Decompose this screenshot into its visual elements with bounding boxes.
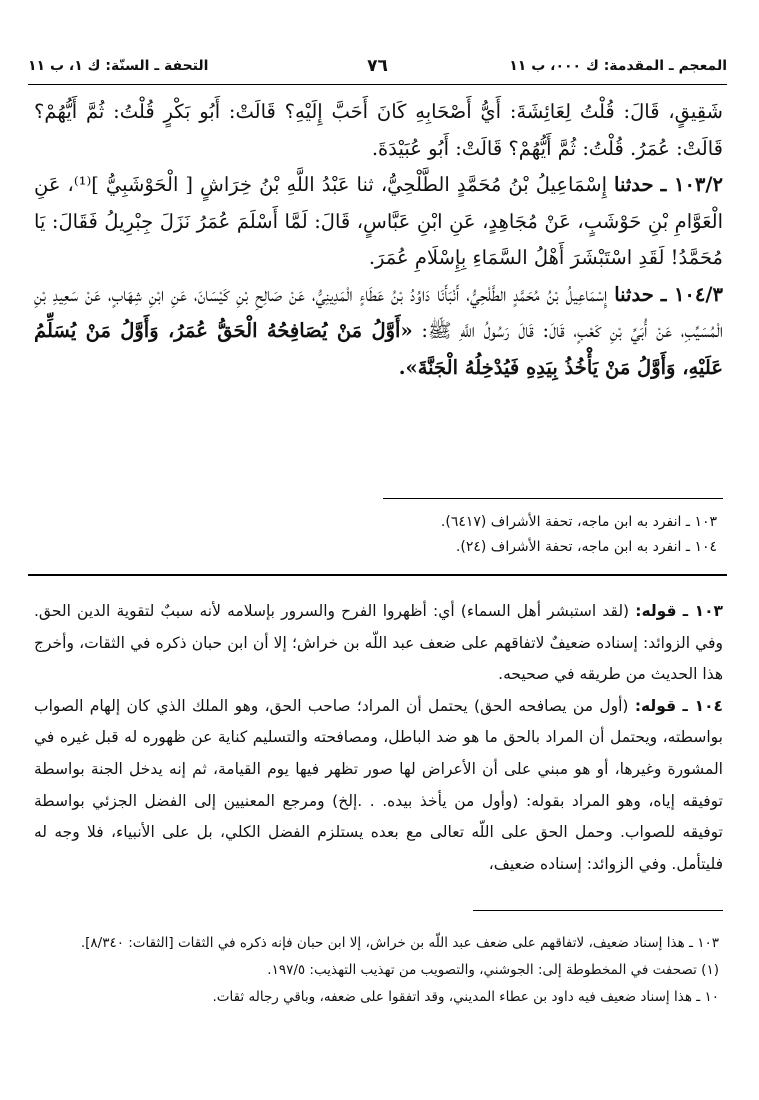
prophetic-saying: «أَوَّلُ مَنْ يُصَافِحُهُ الْحَقُّ عُمَرُ، وَأَوَّلُ مَنْ يُسَلِّمُ عَلَيْهِ، وَأَوَّلُ مَنْ يَأْخُذُ بِيَدِهِ فَيُدْخِلُهُ الْجَنَّةَ». xyxy=(34,319,723,379)
commentary-104 xyxy=(34,691,723,881)
commentary-103 xyxy=(34,596,723,691)
hadith-number: ١٠٤/٣ ـ xyxy=(660,282,723,306)
source-references xyxy=(40,510,717,560)
hadith-body: إِسْمَاعِيلُ بْنُ مُحَمَّدٍ الطَّلْحِيُّ، أَنْبَأَنَا دَاوُدُ بْنُ عَطَاءٍ الْمَدِينِيُّ، عَنْ صَالِحِ بْنِ كَيْسَانَ، عَنِ ابْنِ شِهَابٍ، عَنْ سَعِيدِ بْنِ الْمُسَيِّبِ، عَنْ أُبَيِّ بْنِ كَعْبٍ، قَالَ: قَالَ رَسُولُ اللَّهِ ﷺ: xyxy=(34,282,723,342)
header-left-reference: التحفة ـ السنّة: ك ١، ب ١١ xyxy=(28,58,209,74)
hadith-body: إِسْمَاعِيلُ بْنُ مُحَمَّدٍ الطَّلْحِيُّ، ثنا عَبْدُ اللَّهِ بْنُ خِرَاشٍ [ الْحَوْشَبِيُّ ]⁽¹⁾، عَنِ الْعَوَّامِ بْنِ حَوْشَبٍ، عَنْ مُجَاهِدٍ، عَنِ ابْنِ عَبَّاسٍ، قَالَ: لَمَّا أَسْلَمَ عُمَرُ نَزَلَ جِبْرِيلُ فَقَالَ: يَا مُحَمَّدُ! لَقَدِ اسْتَبْشَرَ أَهْلُ السَّمَاءِ بِإِسْلَامِ عُمَرَ. xyxy=(34,173,723,269)
hadith-number: ١٠٣/٢ ـ xyxy=(660,173,723,196)
commentary xyxy=(34,596,723,880)
narration-keyword: حدثنا xyxy=(614,173,654,196)
page-number: ٧٦ xyxy=(367,56,388,76)
commentary-keyword: قوله: xyxy=(634,696,677,715)
commentary-body: (أول من يصافحه الحق) يحتمل أن المراد؛ صاحب الحق، وهو الملك الذي كان إلهام الصواب بواسطته، ويحتمل أن المراد بالحق ما هو ضد الباطل، ومصافحته والتسليم كناية عن ظهوره له قبل غيره في المشورة وغيرها، أو هو مبني على أن الأعراض لها صور تظهر فيها يوم القيامة، ثم إنه يدخل الجنة بواسطة توفيقه إياه، وهو المراد بقوله: (وأول من يأخذ بيده. . .إلخ) ومرجع المعنيين إلى الفضل الجزئي بواسطة توفيقه للصواب. وحمل الحق على اللّه تعالى مع بعده يستلزم الفضل الكلي، بل على الأنبياء، فلا وجه له فليتأمل. وفي الزوائد: إسناده ضعيف، xyxy=(34,696,723,873)
sources-rule xyxy=(383,498,723,499)
source-104: ١٠٤ ـ انفرد به ابن ماجه، تحفة الأشراف (٢٤). xyxy=(455,539,717,555)
commentary-number: ١٠٣ ـ xyxy=(682,602,724,620)
footnote-103: ١٠٣ ـ هذا إسناد ضعيف، لاتفاقهم على ضعف عبد اللّه بن خراش، إلا ابن حبان فإنه ذكره في الثقات [الثقات: ٨/٣٤٠]. xyxy=(80,935,719,951)
footnote-104: ١٠ ـ هذا إسناد ضعيف فيه داود بن عطاء المديني، وقد اتفقوا على ضعفه، وباقي رجاله ثقات. xyxy=(212,989,719,1005)
narration-keyword: حدثنا xyxy=(614,282,654,306)
header-rule xyxy=(28,84,727,85)
header-right-reference: المعجم ـ المقدمة: ك ٠٠٠، ب ١١ xyxy=(509,58,727,74)
source-103: ١٠٣ ـ انفرد به ابن ماجه، تحفة الأشراف (٦٤١٧). xyxy=(440,514,717,530)
commentary-keyword: قوله: xyxy=(635,602,677,620)
commentary-number: ١٠٤ ـ xyxy=(682,696,723,715)
footnotes xyxy=(34,930,719,1011)
commentary-body: (لقد استبشر أهل السماء) أي: أظهروا الفرح والسرور بإسلامه لأنه سببٌ لتقوية الدين الحق. وفي الزوائد: إسناده ضعيفٌ لاتفاقهم على ضعف عبد اللّه بن خراش؛ إلا أن ابن حبان ذكره في الثقات، وأخرج هذا الحديث من طريقه في صحيحه. xyxy=(34,602,723,684)
running-header xyxy=(28,56,727,80)
hadith-103 xyxy=(34,167,723,277)
footnote-rule xyxy=(473,910,723,911)
hadith-text xyxy=(34,94,723,386)
commentary-rule xyxy=(28,574,727,576)
hadith-104 xyxy=(34,277,723,387)
hadith-continuation: شَقِيقٍ، قَالَ: قُلْتُ لِعَائِشَةَ: أَيُّ أَصْحَابِهِ كَانَ أَحَبَّ إِلَيْهِ؟ قَالَتْ: أَبُو بَكْرٍ قُلْتُ: ثُمَّ أَيُّهُمْ؟ قَالَتْ: عُمَرُ. قُلْتُ: ثُمَّ أَيُّهُمْ؟ قَالَتْ: أَبُو عُبَيْدَةَ. xyxy=(34,100,723,160)
footnote-1: (١) تصحفت في المخطوطة إلى: الجوشني، والتصويب من تهذيب التهذيب: ١٩٧/٥. xyxy=(267,962,719,978)
